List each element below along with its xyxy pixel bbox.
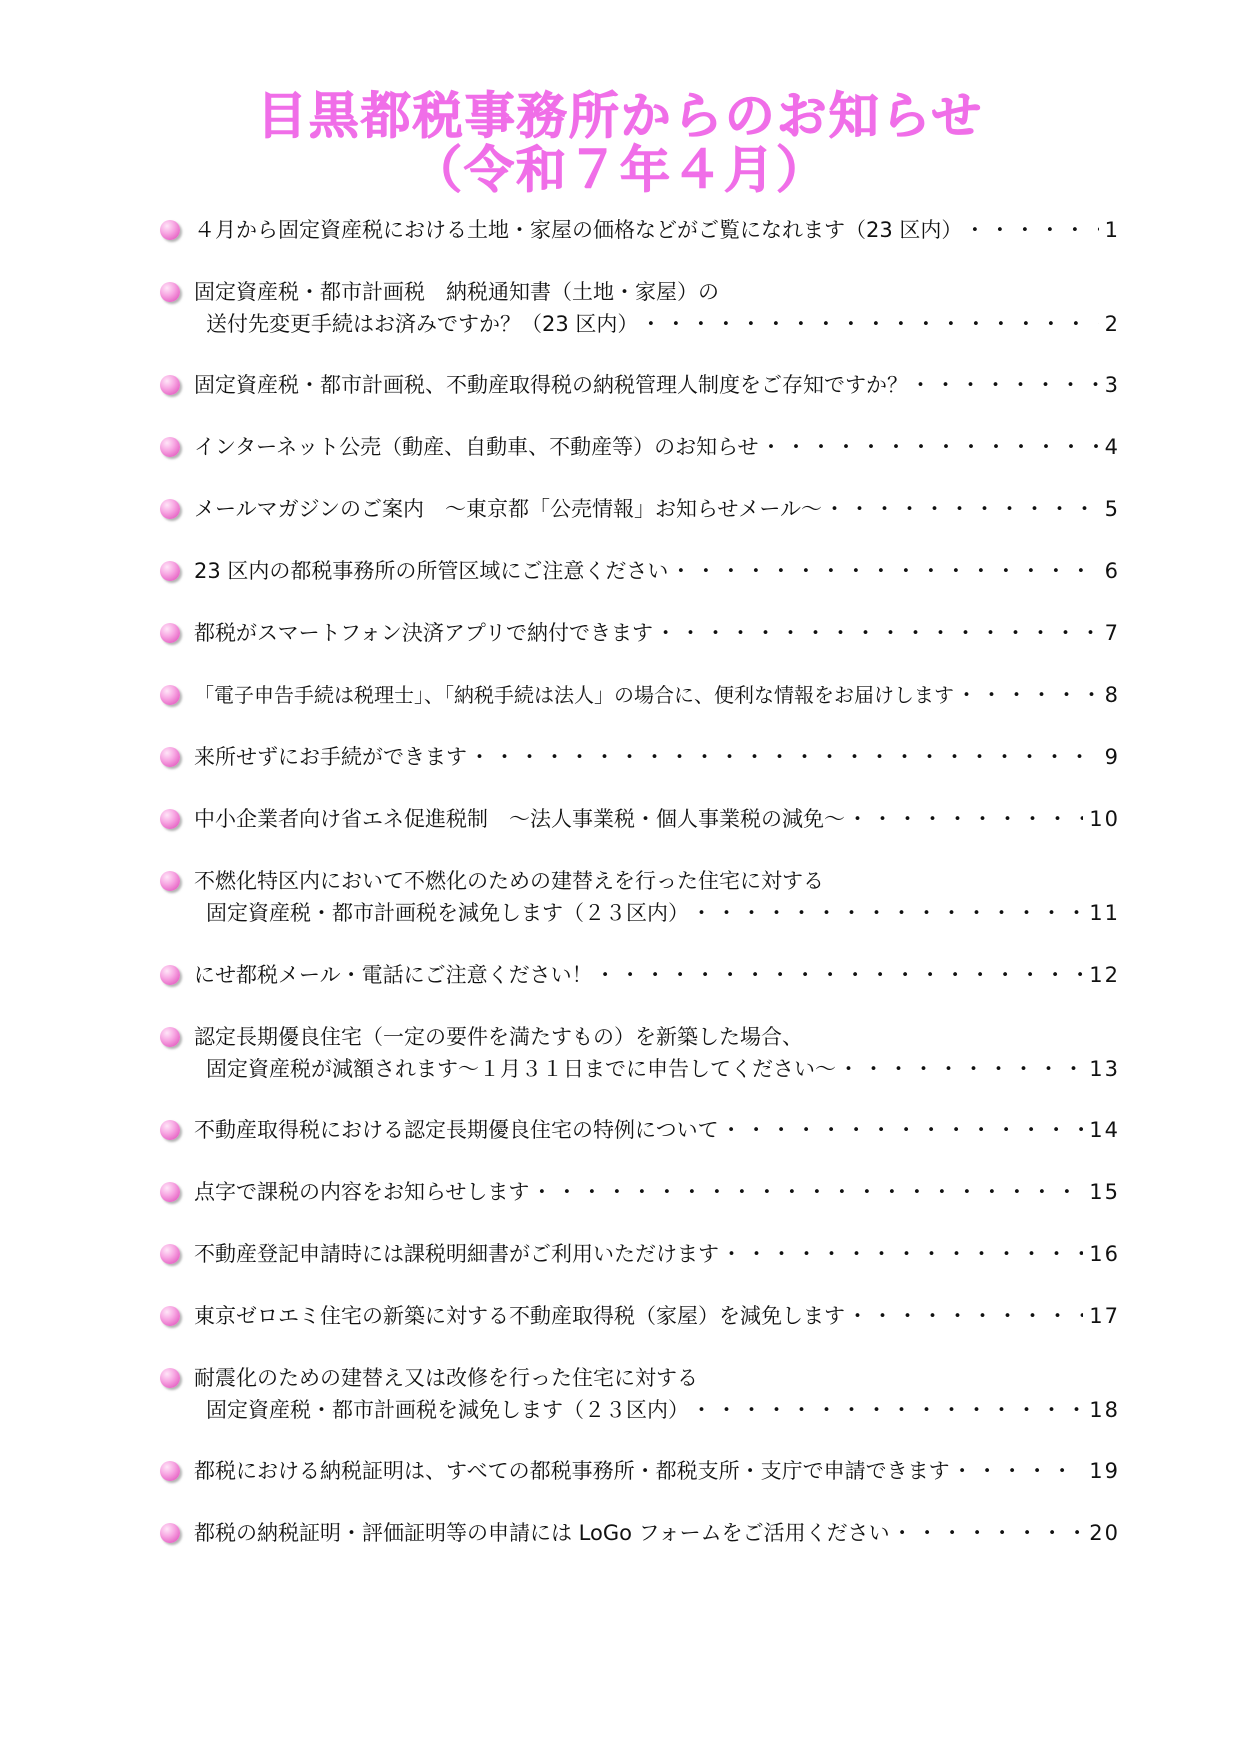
pink-bullet-icon bbox=[160, 1027, 180, 1047]
toc-page-number: 9 bbox=[1104, 745, 1120, 769]
toc-entry-title-cont: 固定資産税が減額されます～１月３１日までに申告してください～ bbox=[206, 1057, 836, 1081]
toc-entry-title: 耐震化のための建替え又は改修を行った住宅に対する bbox=[194, 1366, 698, 1390]
pink-bullet-icon bbox=[160, 747, 180, 767]
toc-entry-title: 認定長期優良住宅（一定の要件を満たすもの）を新築した場合、 bbox=[194, 1025, 803, 1049]
toc-page-number: 7 bbox=[1104, 621, 1120, 645]
page-subtitle: （令和７年４月） bbox=[412, 141, 828, 199]
pink-bullet-icon bbox=[160, 375, 180, 395]
pink-bullet-icon bbox=[160, 499, 180, 519]
pink-bullet-icon bbox=[160, 965, 180, 985]
toc-entry-title: 不動産登記申請時には課税明細書がご利用いただけます bbox=[194, 1242, 719, 1266]
leader-dots bbox=[822, 494, 1099, 524]
toc-page-number: 15 bbox=[1089, 1180, 1120, 1204]
pink-bullet-icon bbox=[160, 1461, 180, 1481]
leader-dots bbox=[954, 680, 1099, 710]
toc-entry-title: 点字で課税の内容をお知らせします bbox=[194, 1180, 530, 1204]
toc-entry-title: ４月から固定資産税における土地・家屋の価格などがご覧になれます（23 区内） bbox=[194, 218, 963, 242]
toc-page-number: 3 bbox=[1104, 373, 1120, 397]
pink-bullet-icon bbox=[160, 1120, 180, 1140]
pink-bullet-icon bbox=[160, 685, 180, 705]
toc-entry-title-cont: 固定資産税・都市計画税を減免します（２３区内） bbox=[206, 901, 689, 925]
pink-bullet-icon bbox=[160, 1306, 180, 1326]
toc-entry-title: 23 区内の都税事務所の所管区域にご注意ください bbox=[194, 559, 669, 583]
toc-page-number: 19 bbox=[1089, 1459, 1120, 1483]
toc-page-number: 13 bbox=[1089, 1057, 1120, 1081]
pink-bullet-icon bbox=[160, 809, 180, 829]
toc-page-number: 20 bbox=[1089, 1521, 1120, 1545]
leader-dots bbox=[593, 960, 1084, 990]
leader-dots bbox=[836, 1054, 1083, 1084]
page-title: 目黒都税事務所からのお知らせ bbox=[256, 87, 984, 145]
pink-bullet-icon bbox=[160, 1244, 180, 1264]
pink-bullet-icon bbox=[160, 871, 180, 891]
toc-page-number: 12 bbox=[1089, 963, 1120, 987]
leader-dots bbox=[467, 742, 1099, 772]
toc-entry-title: 固定資産税・都市計画税、不動産取得税の納税管理人制度をご存知ですか？ bbox=[194, 373, 908, 397]
toc-page-number: 16 bbox=[1089, 1242, 1120, 1266]
pink-bullet-icon bbox=[160, 437, 180, 457]
toc-entry-title: にせ都税メール・電話にご注意ください！ bbox=[194, 963, 593, 987]
leader-dots bbox=[950, 1456, 1084, 1486]
pink-bullet-icon bbox=[160, 1182, 180, 1202]
leader-dots bbox=[962, 215, 1098, 245]
pink-bullet-icon bbox=[160, 1523, 180, 1543]
toc-page-number: 1 bbox=[1104, 218, 1120, 242]
toc-entry-title: 来所せずにお手続ができます bbox=[194, 745, 467, 769]
toc-entry-title: 「電子申告手続は税理士」、「納税手続は法人」の場合に、便利な情報をお届けします bbox=[194, 683, 954, 707]
toc-page-number: 18 bbox=[1089, 1398, 1120, 1422]
pink-bullet-icon bbox=[160, 282, 180, 302]
toc-page-number: 4 bbox=[1104, 435, 1120, 459]
leader-dots bbox=[668, 556, 1098, 586]
toc-page-number: 14 bbox=[1089, 1118, 1120, 1142]
toc-page-number: 8 bbox=[1104, 683, 1120, 707]
toc-entry-title-cont: 固定資産税・都市計画税を減免します（２３区内） bbox=[206, 1398, 689, 1422]
toc-entry-title: 都税の納税証明・評価証明等の申請には LoGo フォームをご活用ください bbox=[194, 1521, 890, 1545]
toc-page-number: 2 bbox=[1104, 312, 1120, 336]
leader-dots bbox=[719, 1115, 1084, 1145]
pink-bullet-icon bbox=[160, 220, 180, 240]
pink-bullet-icon bbox=[160, 561, 180, 581]
pink-bullet-icon bbox=[160, 1368, 180, 1388]
leader-dots bbox=[653, 618, 1099, 648]
toc-entry-title: 不動産取得税における認定長期優良住宅の特例について bbox=[194, 1118, 719, 1142]
leader-dots bbox=[758, 432, 1098, 462]
toc-entry-title: 都税における納税証明は、すべての都税事務所・都税支所・支庁で申請できます bbox=[194, 1459, 950, 1483]
leader-dots bbox=[845, 1301, 1083, 1331]
leader-dots bbox=[719, 1239, 1083, 1269]
pink-bullet-icon bbox=[160, 623, 180, 643]
toc-entry-title: 不燃化特区内において不燃化のための建替えを行った住宅に対する bbox=[194, 869, 824, 893]
toc-entry-title: 都税がスマートフォン決済アプリで納付できます bbox=[194, 621, 654, 645]
toc-entry-title: インターネット公売（動産、自動車、不動産等）のお知らせ bbox=[194, 435, 759, 459]
toc-page-number: 17 bbox=[1089, 1304, 1120, 1328]
leader-dots bbox=[908, 370, 1099, 400]
leader-dots bbox=[529, 1177, 1083, 1207]
leader-dots bbox=[845, 804, 1083, 834]
leader-dots bbox=[638, 309, 1098, 339]
leader-dots bbox=[890, 1518, 1084, 1548]
leader-dots bbox=[689, 898, 1083, 928]
toc-entry-title-cont: 送付先変更手続はお済みですか？（23 区内） bbox=[206, 312, 639, 336]
toc-entry-title: 中小企業者向け省エネ促進税制 ～法人事業税・個人事業税の減免～ bbox=[194, 807, 845, 831]
toc-entry-title: 固定資産税・都市計画税 納税通知書（土地・家屋）の bbox=[194, 280, 719, 304]
leader-dots bbox=[689, 1395, 1083, 1425]
toc-page-number: 10 bbox=[1089, 807, 1120, 831]
toc-page-number: 11 bbox=[1089, 901, 1120, 925]
toc-entry-title: メールマガジンのご案内 ～東京都「公売情報」お知らせメール～ bbox=[194, 497, 823, 521]
toc-entry-title: 東京ゼロエミ住宅の新築に対する不動産取得税（家屋）を減免します bbox=[194, 1304, 845, 1328]
toc-page-number: 6 bbox=[1104, 559, 1120, 583]
toc-page-number: 5 bbox=[1104, 497, 1120, 521]
